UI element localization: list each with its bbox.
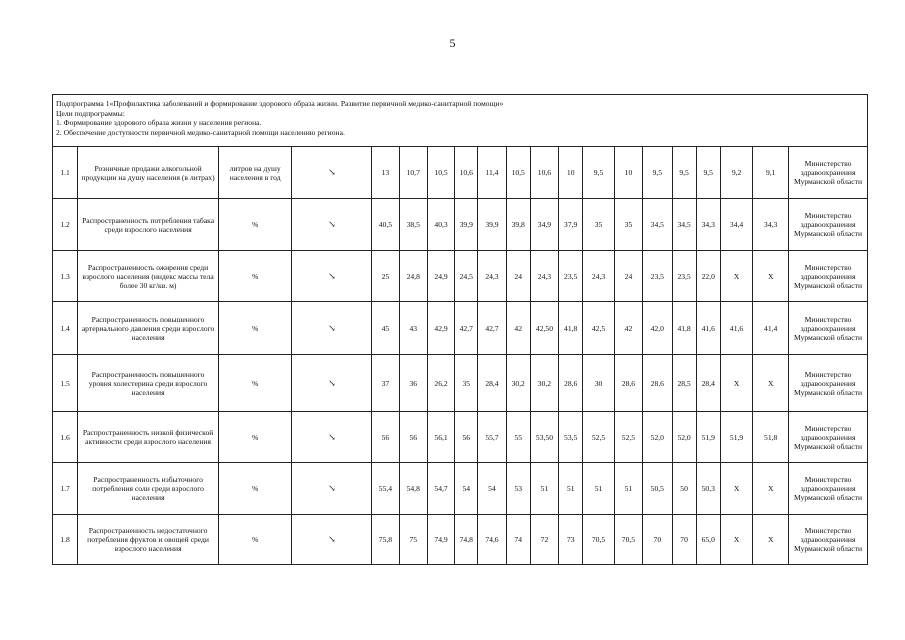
value-cell: 50,3 (696, 463, 720, 515)
value-cell: Х (720, 515, 753, 565)
value-cell: 51 (614, 463, 642, 515)
trend-arrow: ↘ (292, 199, 372, 251)
value-cell: 23,5 (672, 251, 696, 302)
value-cell: 52,5 (583, 412, 615, 463)
value-cell: Х (753, 355, 789, 412)
value-cell: 55 (506, 412, 530, 463)
value-cell: 35 (614, 199, 642, 251)
value-cell: Х (753, 463, 789, 515)
goal-1: 1. Формирование здорового образа жизни у населения региона. (56, 118, 262, 127)
unit-cell: % (218, 251, 292, 302)
indicator-name: Распространенность недостаточного потребления фруктов и овощей среди взрослого населения (78, 515, 219, 565)
value-cell: 39,9 (478, 199, 506, 251)
value-cell: 24 (614, 251, 642, 302)
value-cell: 9,2 (720, 147, 753, 199)
value-cell: 41,6 (696, 302, 720, 355)
row-number: 1.2 (53, 199, 78, 251)
responsible-ministry: Министерство здравоохранения Мурманской области (789, 251, 868, 302)
value-cell: 38,5 (399, 199, 427, 251)
value-cell: 10 (559, 147, 583, 199)
value-cell: 70,5 (583, 515, 615, 565)
unit-cell: % (218, 412, 292, 463)
value-cell: 28,6 (614, 355, 642, 412)
value-cell: 34,9 (530, 199, 558, 251)
value-cell: 74,6 (478, 515, 506, 565)
table-row (53, 355, 868, 412)
value-cell: 24,9 (427, 251, 454, 302)
value-cell: 53,50 (530, 412, 558, 463)
table-row (53, 302, 868, 355)
table-row (53, 412, 868, 463)
table-row (53, 515, 868, 565)
value-cell: 50 (672, 463, 696, 515)
value-cell: 51,9 (720, 412, 753, 463)
value-cell: 9,5 (696, 147, 720, 199)
value-cell: 55,7 (478, 412, 506, 463)
table-row (53, 251, 868, 302)
value-cell: 43 (399, 302, 427, 355)
value-cell: 54,8 (399, 463, 427, 515)
responsible-ministry: Министерство здравоохранения Мурманской области (789, 199, 868, 251)
trend-arrow: ↘ (292, 302, 372, 355)
trend-arrow: ↘ (292, 355, 372, 412)
goal-2: 2. Обеспечение доступности первичной медико-санитарной помощи населению региона. (56, 127, 345, 137)
row-number: 1.8 (53, 515, 78, 565)
responsible-ministry: Министерство здравоохранения Мурманской области (789, 147, 868, 199)
value-cell: 39,9 (455, 199, 478, 251)
value-cell: 28,4 (696, 355, 720, 412)
value-cell: 41,8 (559, 302, 583, 355)
value-cell: 34,5 (643, 199, 672, 251)
indicator-name: Распространенность повышенного артериального давления среди взрослого населения (78, 302, 219, 355)
value-cell: 9,5 (583, 147, 615, 199)
responsible-ministry: Министерство здравоохранения Мурманской области (789, 302, 868, 355)
unit-cell: % (218, 199, 292, 251)
trend-arrow: ↘ (292, 515, 372, 565)
value-cell: 28,5 (672, 355, 696, 412)
value-cell: 54 (455, 463, 478, 515)
unit-cell: % (218, 302, 292, 355)
trend-arrow: ↘ (292, 463, 372, 515)
responsible-ministry: Министерство здравоохранения Мурманской области (789, 412, 868, 463)
value-cell: Х (753, 515, 789, 565)
unit-cell: литров на душу населения в год (218, 147, 292, 199)
value-cell: 51 (583, 463, 615, 515)
value-cell: 42,0 (643, 302, 672, 355)
value-cell: 52,5 (614, 412, 642, 463)
value-cell: 52,0 (643, 412, 672, 463)
indicator-name: Распространенность потребления табака среди взрослого населения (78, 199, 219, 251)
value-cell: 45 (372, 302, 399, 355)
table-row (53, 463, 868, 515)
indicators-table (52, 146, 868, 565)
value-cell: 24,8 (399, 251, 427, 302)
indicator-name: Розничные продажи алкогольной продукции на душу населения (в литрах) (78, 147, 219, 199)
value-cell: 74,9 (427, 515, 454, 565)
value-cell: 23,5 (559, 251, 583, 302)
value-cell: 13 (372, 147, 399, 199)
value-cell: 26,2 (427, 355, 454, 412)
value-cell: 23,5 (643, 251, 672, 302)
value-cell: 22,0 (696, 251, 720, 302)
page-number: 5 (449, 36, 456, 50)
value-cell: 42,7 (478, 302, 506, 355)
indicator-name: Распространенность низкой физической активности среди взрослого населения (78, 412, 219, 463)
value-cell: 28,6 (643, 355, 672, 412)
value-cell: 54 (478, 463, 506, 515)
trend-arrow: ↘ (292, 147, 372, 199)
value-cell: 54,7 (427, 463, 454, 515)
value-cell: 41,6 (720, 302, 753, 355)
value-cell: 11,4 (478, 147, 506, 199)
value-cell: Х (720, 463, 753, 515)
goals-label: Цели подпрограммы: (56, 108, 125, 118)
value-cell: 35 (583, 199, 615, 251)
value-cell: 10,6 (530, 147, 558, 199)
value-cell: 34,3 (696, 199, 720, 251)
value-cell: 36 (399, 355, 427, 412)
value-cell: 30 (583, 355, 615, 412)
value-cell: 10,7 (399, 147, 427, 199)
value-cell: 74 (506, 515, 530, 565)
value-cell: 40,3 (427, 199, 454, 251)
value-cell: 65,0 (696, 515, 720, 565)
value-cell: 56 (455, 412, 478, 463)
value-cell: 30,2 (506, 355, 530, 412)
value-cell: Х (720, 251, 753, 302)
value-cell: 9,5 (643, 147, 672, 199)
value-cell: 24 (506, 251, 530, 302)
responsible-ministry: Министерство здравоохранения Мурманской области (789, 463, 868, 515)
value-cell: 52,0 (672, 412, 696, 463)
value-cell: 24,3 (583, 251, 615, 302)
row-number: 1.3 (53, 251, 78, 302)
value-cell: 25 (372, 251, 399, 302)
value-cell: 10,5 (506, 147, 530, 199)
row-number: 1.7 (53, 463, 78, 515)
value-cell: 34,5 (672, 199, 696, 251)
value-cell: 28,4 (478, 355, 506, 412)
value-cell: 70 (643, 515, 672, 565)
value-cell: 56,1 (427, 412, 454, 463)
value-cell: 24,3 (478, 251, 506, 302)
value-cell: 42,50 (530, 302, 558, 355)
indicator-name: Распространенность ожирения среди взрослого населения (индекс массы тела более 30 кг/кв. м) (78, 251, 219, 302)
row-number: 1.6 (53, 412, 78, 463)
value-cell: 53 (506, 463, 530, 515)
value-cell: 56 (399, 412, 427, 463)
value-cell: 53,5 (559, 412, 583, 463)
table-row (53, 147, 868, 199)
value-cell: 42 (614, 302, 642, 355)
indicator-name: Распространенность избыточного потребления соли среди взрослого населения (78, 463, 219, 515)
unit-cell: % (218, 355, 292, 412)
unit-cell: % (218, 515, 292, 565)
value-cell: 41,8 (672, 302, 696, 355)
value-cell: 40,5 (372, 199, 399, 251)
value-cell: Х (720, 355, 753, 412)
value-cell: 75,8 (372, 515, 399, 565)
trend-arrow: ↘ (292, 412, 372, 463)
value-cell: 56 (372, 412, 399, 463)
value-cell: 10,5 (427, 147, 454, 199)
value-cell: 42,5 (583, 302, 615, 355)
indicator-name: Распространенность повышенного уровня холестерина среди взрослого населения (78, 355, 219, 412)
value-cell: 72 (530, 515, 558, 565)
value-cell: 51 (559, 463, 583, 515)
row-number: 1.1 (53, 147, 78, 199)
responsible-ministry: Министерство здравоохранения Мурманской области (789, 355, 868, 412)
table-row (53, 199, 868, 251)
value-cell: 10 (614, 147, 642, 199)
value-cell: 35 (455, 355, 478, 412)
value-cell: 50,5 (643, 463, 672, 515)
value-cell: 51,9 (696, 412, 720, 463)
value-cell: 37,9 (559, 199, 583, 251)
value-cell: 39,8 (506, 199, 530, 251)
subprogram-title: Подпрограмма 1«Профилактика заболеваний и формирование здорового образа жизни. Развитие первичной медико-санитарной помощи» (56, 99, 504, 108)
row-number: 1.5 (53, 355, 78, 412)
value-cell: 9,5 (672, 147, 696, 199)
subprogram-header (52, 94, 868, 146)
unit-cell: % (218, 463, 292, 515)
value-cell: 37 (372, 355, 399, 412)
value-cell: 30,2 (530, 355, 558, 412)
value-cell: 42,9 (427, 302, 454, 355)
value-cell: 73 (559, 515, 583, 565)
value-cell: 24,5 (455, 251, 478, 302)
value-cell: 42,7 (455, 302, 478, 355)
value-cell: 55,4 (372, 463, 399, 515)
value-cell: 51 (530, 463, 558, 515)
responsible-ministry: Министерство здравоохранения Мурманской области (789, 515, 868, 565)
value-cell: 34,4 (720, 199, 753, 251)
value-cell: 70 (672, 515, 696, 565)
value-cell: 34,3 (753, 199, 789, 251)
value-cell: 74,8 (455, 515, 478, 565)
value-cell: 28,6 (559, 355, 583, 412)
trend-arrow: ↘ (292, 251, 372, 302)
value-cell: 51,8 (753, 412, 789, 463)
row-number: 1.4 (53, 302, 78, 355)
value-cell: 70,5 (614, 515, 642, 565)
value-cell: 24,3 (530, 251, 558, 302)
value-cell: Х (753, 251, 789, 302)
value-cell: 42 (506, 302, 530, 355)
value-cell: 9,1 (753, 147, 789, 199)
value-cell: 75 (399, 515, 427, 565)
value-cell: 10,6 (455, 147, 478, 199)
value-cell: 41,4 (753, 302, 789, 355)
